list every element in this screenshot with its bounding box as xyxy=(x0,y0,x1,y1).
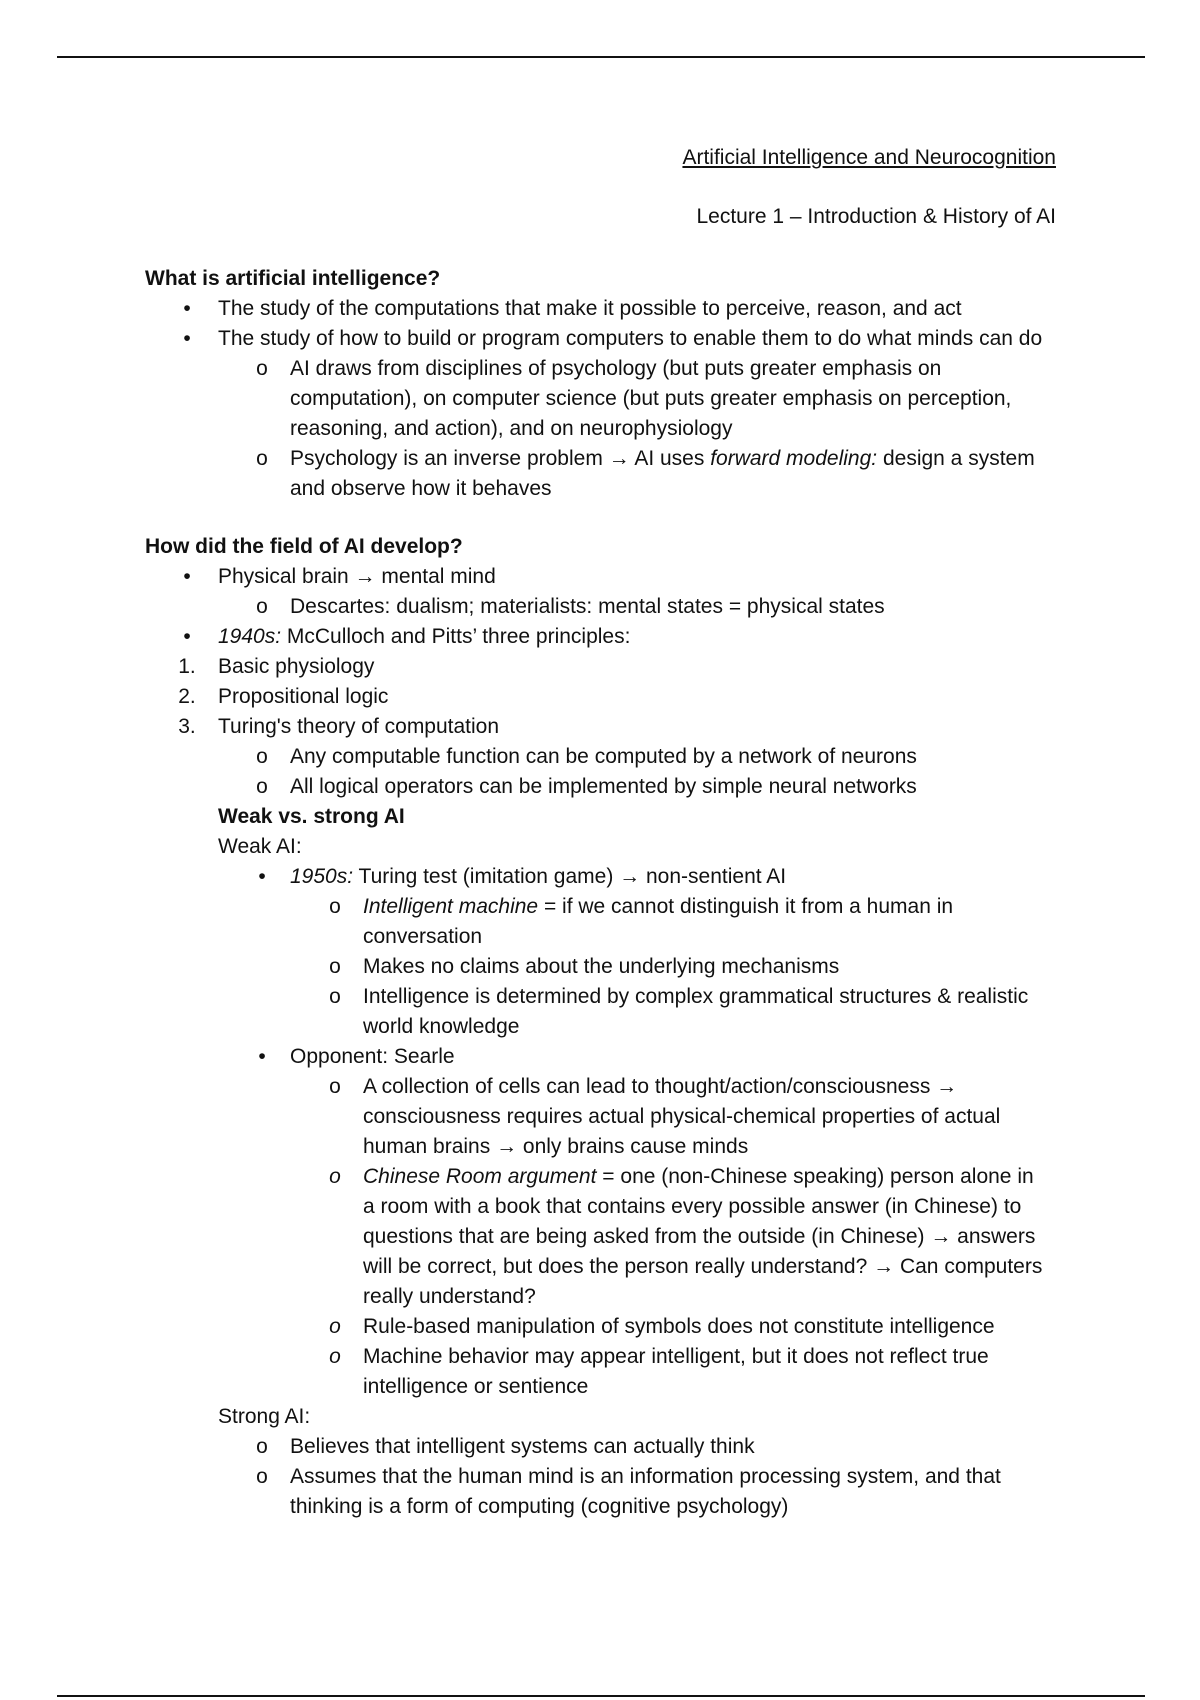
list-item: o Intelligent machine = if we cannot distinguish it from a human in conversation xyxy=(145,892,1045,952)
bullet-icon xyxy=(172,324,202,354)
bottom-rule xyxy=(57,1695,1145,1697)
list-item: o A collection of cells can lead to thought/action/consciousness → consciousness requires actual physical-chemical properties of actual human brains → only brains cause minds xyxy=(145,1072,1045,1162)
circle-bullet-icon: o xyxy=(329,1315,341,1338)
numbered-item: 3. Turing's theory of computation xyxy=(145,712,1045,742)
circle-bullet-icon: o xyxy=(256,447,268,470)
list-item: o Chinese Room argument = one (non-Chinese speaking) person alone in a room with a book that contains every possible answer (in Chinese) to questions that are being asked from the outside (in Chinese) → answers will be correct, but does the person really understand? → Can computers really understand? xyxy=(145,1162,1045,1312)
list-item: o Rule-based manipulation of symbols does not constitute intelligence xyxy=(145,1312,1045,1342)
list-item: o All logical operators can be implemented by simple neural networks xyxy=(145,772,1045,802)
list-item: • Physical brain → mental mind xyxy=(145,562,1045,592)
circle-bullet-icon: o xyxy=(256,1465,268,1488)
list-item: o Assumes that the human mind is an information processing system, and that thinking is a form of computing (cognitive psychology) xyxy=(145,1462,1045,1522)
circle-bullet-icon: o xyxy=(256,1435,268,1458)
circle-bullet-icon: o xyxy=(329,985,341,1008)
list-item: • Opponent: Searle xyxy=(145,1042,1045,1072)
circle-bullet-icon: o xyxy=(256,775,268,798)
weak-ai-label: Weak AI: xyxy=(218,835,302,858)
bullet-icon xyxy=(247,1042,277,1072)
list-item: o Believes that intelligent systems can actually think xyxy=(145,1432,1045,1462)
heading-development: How did the field of AI develop? xyxy=(145,535,463,558)
circle-bullet-icon: o xyxy=(329,1075,341,1098)
circle-bullet-icon: o xyxy=(329,1345,341,1368)
list-item: o Any computable function can be computed by a network of neurons xyxy=(145,742,1045,772)
heading-weak-vs-strong: Weak vs. strong AI xyxy=(218,805,405,828)
strong-ai-label: Strong AI: xyxy=(218,1405,311,1428)
list-item: o Psychology is an inverse problem → AI uses forward modeling: design a system and observe how it behaves xyxy=(145,444,1045,504)
circle-bullet-icon: o xyxy=(329,895,341,918)
page-title: Artificial Intelligence and Neurocognition xyxy=(682,146,1056,169)
list-item: o Machine behavior may appear intelligent, but it does not reflect true intelligence or sentience xyxy=(145,1342,1045,1402)
list-item: • 1950s: Turing test (imitation game) → non-sentient AI xyxy=(145,862,1045,892)
list-item: • 1940s: McCulloch and Pitts’ three principles: xyxy=(145,622,1045,652)
numbered-item: 2. Propositional logic xyxy=(145,682,1045,712)
list-item: o AI draws from disciplines of psychology (but puts greater emphasis on computation), on computer science (but puts greater emphasis on perception, reasoning, and action), and on neurophysiology xyxy=(145,354,1045,444)
numbered-item: 1. Basic physiology xyxy=(145,652,1045,682)
number-marker: 2. xyxy=(178,685,196,708)
number-marker: 1. xyxy=(178,655,196,678)
number-marker: 3. xyxy=(178,715,196,738)
list-item: o Intelligence is determined by complex grammatical structures & realistic world knowledge xyxy=(145,982,1045,1042)
bullet-icon xyxy=(172,562,202,592)
list-item: o Makes no claims about the underlying mechanisms xyxy=(145,952,1045,982)
list-item: • The study of the computations that make it possible to perceive, reason, and act xyxy=(145,294,1045,324)
circle-bullet-icon: o xyxy=(256,745,268,768)
heading-what-is-ai: What is artificial intelligence? xyxy=(145,267,441,290)
circle-bullet-icon: o xyxy=(329,955,341,978)
lecture-subtitle: Lecture 1 – Introduction & History of AI xyxy=(696,205,1056,228)
list-item: • The study of how to build or program computers to enable them to do what minds can do xyxy=(145,324,1045,354)
circle-bullet-icon: o xyxy=(256,357,268,380)
bullet-icon xyxy=(247,862,277,892)
top-rule xyxy=(57,56,1145,58)
bullet-icon xyxy=(172,294,202,324)
bullet-icon xyxy=(172,622,202,652)
circle-bullet-icon: o xyxy=(329,1165,341,1188)
list-item: o Descartes: dualism; materialists: mental states = physical states xyxy=(145,592,1045,622)
document-body xyxy=(145,264,1045,1522)
circle-bullet-icon: o xyxy=(256,595,268,618)
